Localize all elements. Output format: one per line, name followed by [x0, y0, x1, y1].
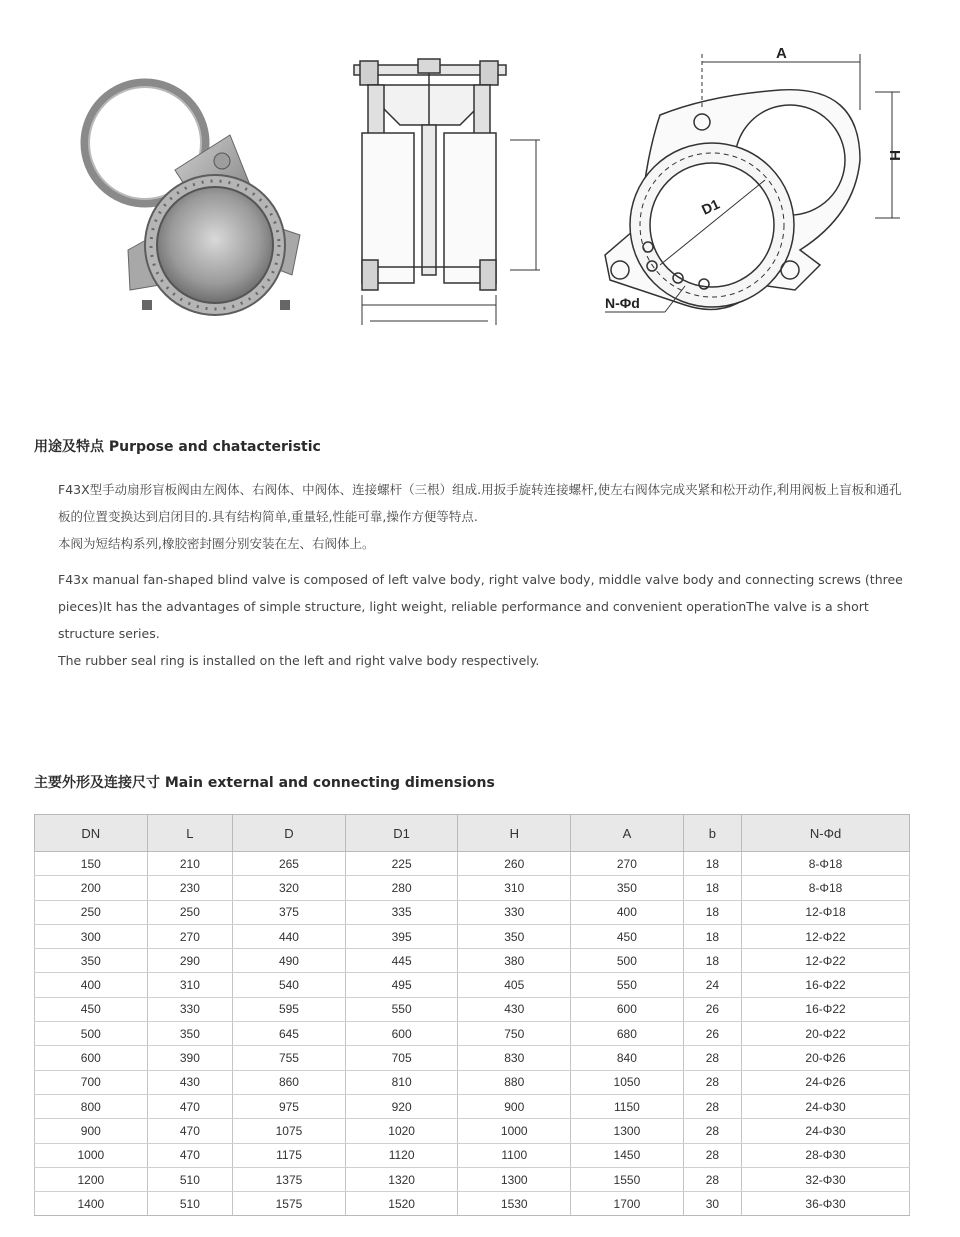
table-cell: 16-Φ22	[742, 973, 910, 997]
table-cell: 1150	[571, 1094, 684, 1118]
table-cell: 755	[233, 1046, 346, 1070]
dimensions-table	[34, 814, 910, 1216]
table-cell: 1200	[35, 1167, 148, 1191]
table-cell: 1375	[233, 1167, 346, 1191]
table-cell: 18	[683, 924, 741, 948]
table-cell: 1300	[458, 1167, 571, 1191]
col-header-d1: D1	[345, 815, 458, 852]
col-header-l: L	[147, 815, 233, 852]
table-cell: 430	[147, 1070, 233, 1094]
table-cell: 400	[571, 900, 684, 924]
table-cell: 600	[345, 1022, 458, 1046]
table-cell: 32-Φ30	[742, 1167, 910, 1191]
table-cell: 150	[35, 852, 148, 876]
table-cell: 200	[35, 876, 148, 900]
table-cell: 18	[683, 876, 741, 900]
table-cell: 265	[233, 852, 346, 876]
purpose-title: 用途及特点 Purpose and chatacteristic	[34, 439, 321, 455]
table-cell: 250	[35, 900, 148, 924]
table-cell: 550	[345, 997, 458, 1021]
table-cell: 595	[233, 997, 346, 1021]
dimensions-title: 主要外形及连接尺寸 Main external and connecting dimensions	[34, 775, 495, 791]
table-cell: 490	[233, 949, 346, 973]
table-cell: 24-Φ26	[742, 1070, 910, 1094]
table-cell: 24	[683, 973, 741, 997]
table-row	[35, 973, 910, 997]
table-row	[35, 1022, 910, 1046]
table-cell: 12-Φ22	[742, 949, 910, 973]
col-header-b: b	[683, 815, 741, 852]
table-cell: 300	[35, 924, 148, 948]
table-cell: 800	[35, 1094, 148, 1118]
table-row	[35, 997, 910, 1021]
table-cell: 335	[345, 900, 458, 924]
table-cell: 280	[345, 876, 458, 900]
table-cell: 1530	[458, 1192, 571, 1216]
table-cell: 830	[458, 1046, 571, 1070]
table-cell: 290	[147, 949, 233, 973]
table-cell: 440	[233, 924, 346, 948]
table-cell: 405	[458, 973, 571, 997]
table-cell: 430	[458, 997, 571, 1021]
dim-h-label: H	[886, 150, 903, 161]
table-cell: 450	[35, 997, 148, 1021]
table-row	[35, 1070, 910, 1094]
col-header-d: D	[233, 815, 346, 852]
table-cell: 1120	[345, 1143, 458, 1167]
table-row	[35, 1119, 910, 1143]
table-cell: 350	[458, 924, 571, 948]
table-cell: 20-Φ26	[742, 1046, 910, 1070]
table-cell: 550	[571, 973, 684, 997]
table-cell: 1300	[571, 1119, 684, 1143]
table-cell: 310	[458, 876, 571, 900]
table-cell: 510	[147, 1167, 233, 1191]
purpose-cn-para-1: F43X型手动扇形盲板阀由左阀体、右阀体、中阀体、连接螺杆（三根）组成.用扳手旋转连接螺杆,使左右阀体完成夹紧和松开动作,利用阀板上盲板和通孔板的位置变换达到启闭目的.具有结构简单,重量轻,性能可靠,操作方便等特点.	[58, 482, 902, 524]
table-row	[35, 900, 910, 924]
table-cell: 18	[683, 949, 741, 973]
dim-a-label: A	[776, 45, 787, 62]
table-cell: 250	[147, 900, 233, 924]
table-cell: 12-Φ22	[742, 924, 910, 948]
table-cell: 920	[345, 1094, 458, 1118]
table-cell: 600	[35, 1046, 148, 1070]
table-cell: 270	[147, 924, 233, 948]
table-cell: 28	[683, 1119, 741, 1143]
table-cell: 350	[147, 1022, 233, 1046]
table-cell: 1575	[233, 1192, 346, 1216]
table-cell: 18	[683, 900, 741, 924]
table-cell: 470	[147, 1094, 233, 1118]
table-cell: 1550	[571, 1167, 684, 1191]
table-cell: 375	[233, 900, 346, 924]
table-row	[35, 876, 910, 900]
table-cell: 18	[683, 852, 741, 876]
table-row	[35, 1046, 910, 1070]
table-cell: 310	[147, 973, 233, 997]
table-cell: 225	[345, 852, 458, 876]
table-cell: 28	[683, 1070, 741, 1094]
dim-nd-label: N-Φd	[605, 295, 640, 311]
table-cell: 445	[345, 949, 458, 973]
table-cell: 28-Φ30	[742, 1143, 910, 1167]
table-cell: 30	[683, 1192, 741, 1216]
table-cell: 470	[147, 1119, 233, 1143]
table-cell: 36-Φ30	[742, 1192, 910, 1216]
purpose-en-para-2: The rubber seal ring is installed on the left and right valve body respectively.	[58, 653, 540, 668]
table-cell: 900	[35, 1119, 148, 1143]
table-cell: 1175	[233, 1143, 346, 1167]
purpose-en-text	[34, 566, 914, 674]
table-cell: 28	[683, 1046, 741, 1070]
table-cell: 24-Φ30	[742, 1119, 910, 1143]
table-cell: 26	[683, 1022, 741, 1046]
table-cell: 350	[571, 876, 684, 900]
table-cell: 8-Φ18	[742, 876, 910, 900]
table-cell: 540	[233, 973, 346, 997]
table-cell: 1020	[345, 1119, 458, 1143]
purpose-cn-para-2: 本阀为短结构系列,橡胶密封圈分别安装在左、右阀体上。	[58, 536, 375, 551]
table-cell: 260	[458, 852, 571, 876]
purpose-cn-text	[34, 476, 914, 557]
table-row	[35, 1094, 910, 1118]
table-cell: 390	[147, 1046, 233, 1070]
table-cell: 24-Φ30	[742, 1094, 910, 1118]
table-cell: 880	[458, 1070, 571, 1094]
table-cell: 330	[458, 900, 571, 924]
table-cell: 20-Φ22	[742, 1022, 910, 1046]
table-row	[35, 852, 910, 876]
table-cell: 680	[571, 1022, 684, 1046]
table-cell: 1100	[458, 1143, 571, 1167]
table-cell: 600	[571, 997, 684, 1021]
table-cell: 230	[147, 876, 233, 900]
table-row	[35, 949, 910, 973]
table-row	[35, 1192, 910, 1216]
table-cell: 840	[571, 1046, 684, 1070]
table-cell: 28	[683, 1143, 741, 1167]
col-header-a: A	[571, 815, 684, 852]
table-cell: 900	[458, 1094, 571, 1118]
table-cell: 495	[345, 973, 458, 997]
table-cell: 1450	[571, 1143, 684, 1167]
table-cell: 860	[233, 1070, 346, 1094]
table-cell: 380	[458, 949, 571, 973]
table-cell: 12-Φ18	[742, 900, 910, 924]
table-cell: 700	[35, 1070, 148, 1094]
table-cell: 270	[571, 852, 684, 876]
table-cell: 26	[683, 997, 741, 1021]
table-cell: 645	[233, 1022, 346, 1046]
section-drawing	[340, 55, 550, 335]
col-header-dn: DN	[35, 815, 148, 852]
table-cell: 320	[233, 876, 346, 900]
table-cell: 1000	[458, 1119, 571, 1143]
plan-drawing	[590, 40, 910, 330]
table-cell: 1000	[35, 1143, 148, 1167]
purpose-en-para-1: F43x manual fan-shaped blind valve is composed of left valve body, right valve body, middle valve body and connecting screws (three pieces)It has the advantages of simple structure, light weight, reliable performance and convenient operationThe valve is a short structure series.	[58, 572, 903, 641]
table-cell: 500	[35, 1022, 148, 1046]
table-row	[35, 1167, 910, 1191]
table-cell: 1700	[571, 1192, 684, 1216]
table-cell: 810	[345, 1070, 458, 1094]
table-cell: 1400	[35, 1192, 148, 1216]
table-cell: 975	[233, 1094, 346, 1118]
valve-photo	[70, 75, 320, 325]
table-cell: 28	[683, 1094, 741, 1118]
table-cell: 705	[345, 1046, 458, 1070]
table-cell: 350	[35, 949, 148, 973]
table-header-row	[35, 815, 910, 852]
table-cell: 1075	[233, 1119, 346, 1143]
table-cell: 28	[683, 1167, 741, 1191]
table-cell: 510	[147, 1192, 233, 1216]
table-row	[35, 924, 910, 948]
table-cell: 1050	[571, 1070, 684, 1094]
table-cell: 1320	[345, 1167, 458, 1191]
table-cell: 470	[147, 1143, 233, 1167]
table-cell: 210	[147, 852, 233, 876]
table-cell: 450	[571, 924, 684, 948]
table-cell: 750	[458, 1022, 571, 1046]
table-cell: 500	[571, 949, 684, 973]
dim-d1-label: D1	[698, 195, 722, 218]
table-cell: 330	[147, 997, 233, 1021]
table-cell: 8-Φ18	[742, 852, 910, 876]
table-cell: 1520	[345, 1192, 458, 1216]
col-header-h: H	[458, 815, 571, 852]
table-cell: 16-Φ22	[742, 997, 910, 1021]
table-cell: 395	[345, 924, 458, 948]
col-header-nd: N-Φd	[742, 815, 910, 852]
table-row	[35, 1143, 910, 1167]
table-cell: 400	[35, 973, 148, 997]
